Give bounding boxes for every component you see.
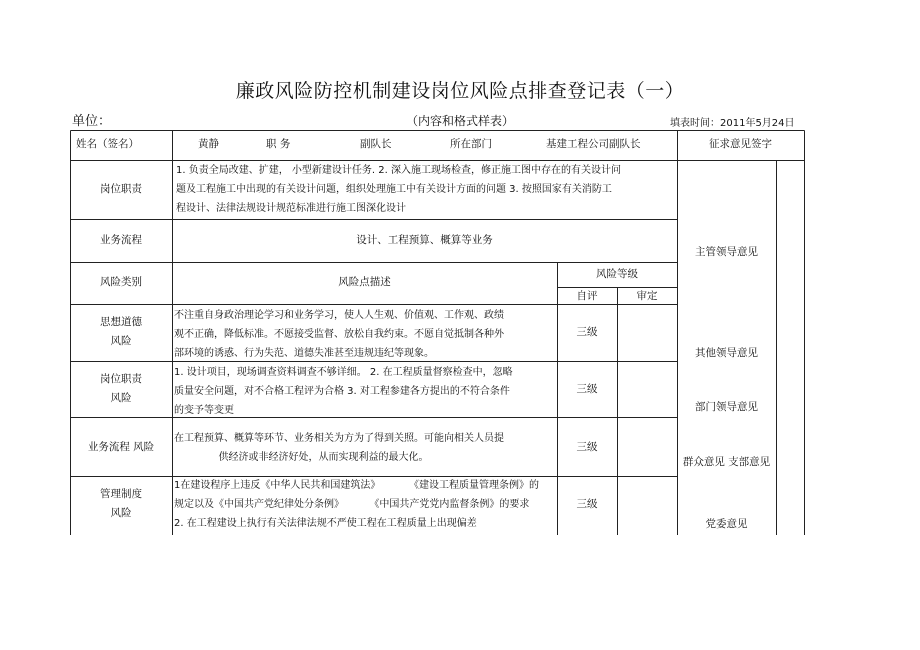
name-label: 姓名（签名）	[76, 138, 139, 150]
table-row-description	[174, 429, 504, 467]
desc-line: 观不正确，降低标准。不愿接受监督、放松自我约束。不愿自觉抵制各种外	[174, 329, 504, 340]
duties-line: 程设计、法律法规设计规范标准进行施工图深化设计	[176, 203, 406, 214]
risk-category-header: 风险类别	[100, 276, 142, 288]
table-row-category	[70, 485, 172, 523]
desc-line: 部环境的诱惑、行为失范、道德失准甚至违规违纪等现象。	[174, 348, 434, 359]
opinion-department: 部门领导意见	[695, 401, 758, 413]
self-eval-header: 自评	[576, 290, 598, 302]
self-eval-value: 三级	[576, 498, 598, 510]
desc-line: 规定以及《中国共产党纪律处分条例》 《中国共产党党内监督条例》的要求	[174, 499, 530, 510]
form-subtitle: （内容和格式样表）	[405, 114, 514, 128]
category-line: 业务流程 风险	[87, 441, 155, 453]
category-line: 思想道德	[100, 316, 142, 328]
table-row-category	[70, 370, 172, 408]
category-line: 风险	[110, 507, 132, 519]
duties-line: 1. 负责全局改建、扩建， 小型新建设计任务. 2. 深入施工现场检查，修正施工图中存在的有关设计问	[176, 165, 621, 176]
category-line: 风险	[110, 392, 132, 404]
dept-value: 基建工程公司副队长	[546, 138, 641, 150]
opinion-other-leaders: 其他领导意见	[695, 347, 758, 359]
dept-label: 所在部门	[450, 138, 492, 150]
self-eval-value: 三级	[576, 441, 598, 453]
table-row-description	[174, 306, 504, 363]
duties-label: 岗位职责	[100, 183, 142, 195]
unit-label: 单位：	[72, 114, 112, 129]
fill-time: 填表时间：2011年5月24日	[670, 118, 795, 129]
workflow-value: 设计、工程预算、概算等业务	[356, 234, 493, 246]
table-row-description	[174, 476, 539, 533]
duties-content	[176, 161, 676, 219]
table-row-category	[70, 438, 172, 457]
name-value: 黄静	[198, 138, 219, 150]
self-eval-value: 三级	[576, 383, 598, 395]
desc-line: 1. 设计项目，现场调查资料调查不够详细。 2. 在工程质量督察检查中，忽略	[174, 367, 513, 378]
desc-line: 1在建设程序上违反《中华人民共和国建筑法》 《建设工程质量管理条例》的	[174, 480, 539, 491]
position-label: 职 务	[266, 138, 291, 150]
opinion-masses-branch: 群众意见 支部意见	[682, 456, 771, 468]
desc-line: 2. 在工程建设上执行有关法律法规不严使工程在工程质量上出现偏差	[174, 518, 477, 529]
table-row-description	[174, 363, 513, 420]
opinion-party-committee: 党委意见	[705, 518, 748, 530]
page-title: 廉政风险防控机制建设岗位风险点排查登记表（一）	[235, 80, 685, 102]
self-eval-value: 三级	[576, 326, 598, 338]
opinion-supervisor: 主管领导意见	[695, 246, 758, 258]
category-line: 管理制度	[100, 488, 142, 500]
opinion-sign-label: 征求意见签字	[709, 138, 772, 150]
category-line: 岗位职责	[100, 373, 142, 385]
table-row-category	[70, 313, 172, 351]
desc-line: 不注重自身政治理论学习和业务学习，使人人生观、价值观、工作观、政绩	[174, 310, 504, 321]
desc-line: 在工程预算、概算等环节、业务相关为方为了得到关照。可能向相关人员提	[174, 433, 504, 444]
desc-line: 的变予等变更	[174, 405, 234, 416]
position-value: 副队长	[360, 138, 392, 150]
workflow-label: 业务流程	[100, 234, 142, 246]
duties-line: 题及工程施工中出现的有关设计问题，组织处理施工中有关设计方面的问题 3. 按照国家有关消防工	[176, 184, 612, 195]
desc-line: 质量安全问题，对不合格工程评为合格 3. 对工程参建各方提出的不符合条件	[174, 386, 510, 397]
risk-register-table	[70, 130, 805, 535]
category-line: 风险	[110, 335, 132, 347]
risk-description-header: 风险点描述	[338, 276, 391, 288]
risk-level-header: 风险等级	[596, 268, 638, 280]
review-header: 审定	[636, 290, 658, 302]
desc-line: 供经济或非经济好处，从而实现利益的最大化。	[174, 452, 429, 463]
